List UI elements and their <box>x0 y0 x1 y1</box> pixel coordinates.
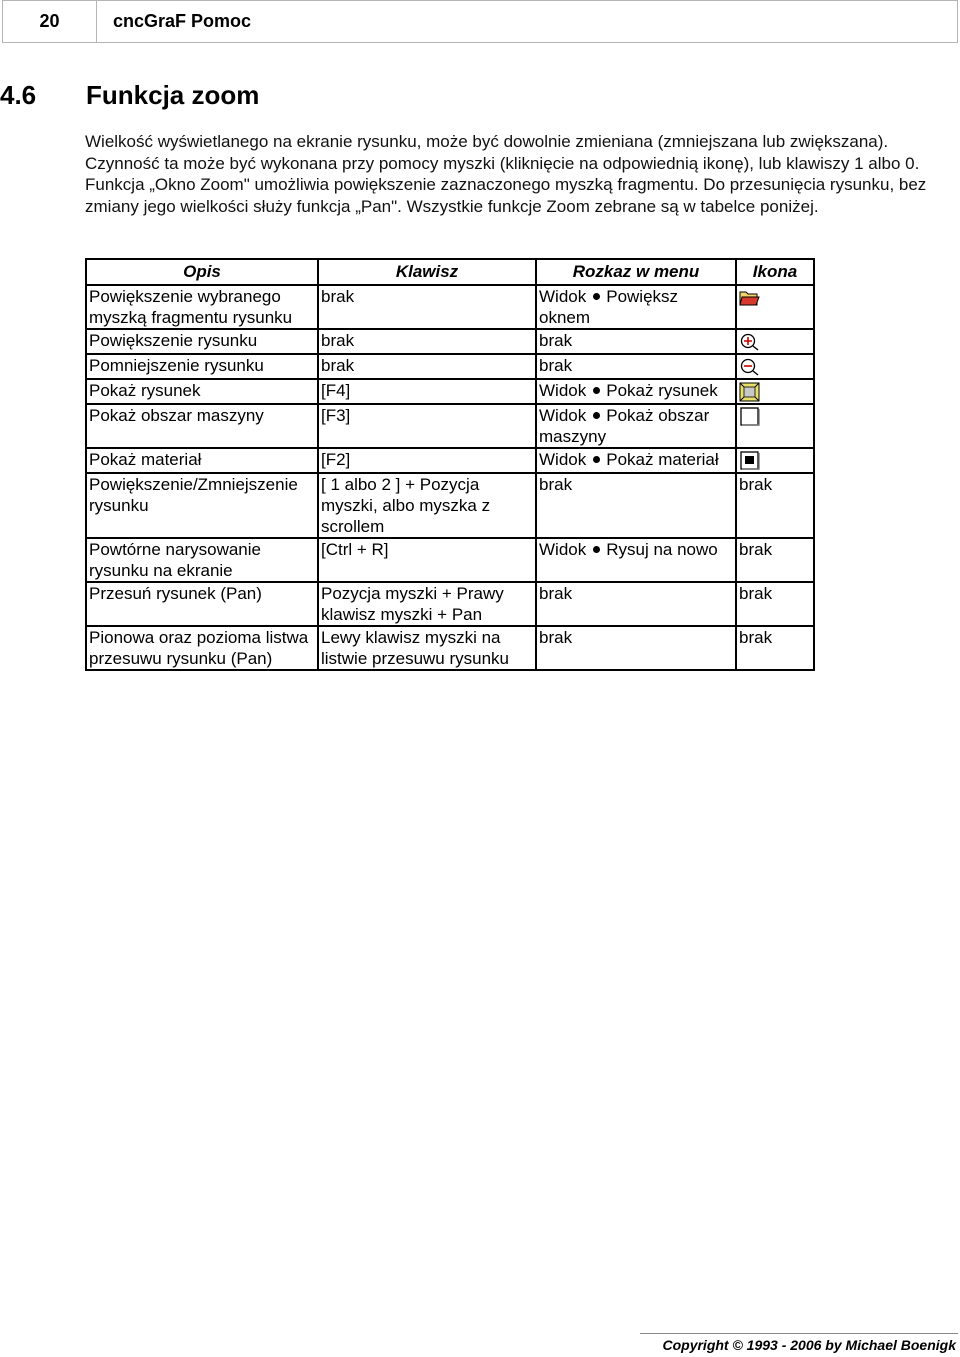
menu-separator-bullet <box>593 387 600 394</box>
menu-separator-bullet <box>593 293 600 300</box>
cell-opis: Pomniejszenie rysunku <box>86 354 318 379</box>
header-title: cncGraF Pomoc <box>96 0 958 43</box>
cell-opis: Przesuń rysunek (Pan) <box>86 582 318 626</box>
menu-path-part: Pokaż materiał <box>606 450 719 469</box>
intro-paragraph: Wielkość wyświetlanego na ekranie rysunku, może być dowolnie zmieniana (zmniejszana lub zwiększana). Czynność ta może być wykonana przy pomocy myszki (kliknięcie na odpowiednią ikonę), lub klawiszy 1 albo 0. Funkcja „Okno Zoom" umożliwia powiększenie zaznaczonego myszką fragmentu. Do przesunięcia rysunku, bez zmiany jego wielkości służy funkcja „Pan". Wszystkie funkcje Zoom zebrane są w tabelce poniżej. <box>85 132 927 216</box>
zoom-in-icon <box>739 332 761 352</box>
table-row <box>86 582 814 626</box>
page-number: 20 <box>2 0 96 43</box>
cell-ikona <box>736 379 814 404</box>
cell-menu <box>536 285 736 329</box>
header-opis: Opis <box>86 259 318 285</box>
table-row <box>86 354 814 379</box>
table-body <box>86 285 814 670</box>
cell-opis: Powtórne narysowanie rysunku na ekranie <box>86 538 318 582</box>
cell-opis: Pokaż rysunek <box>86 379 318 404</box>
cell-klawisz: [Ctrl + R] <box>318 538 536 582</box>
menu-path-part: Pokaż obszar maszyny <box>539 406 710 446</box>
table-row <box>86 285 814 329</box>
cell-klawisz: brak <box>318 285 536 329</box>
cell-opis: Powiększenie rysunku <box>86 329 318 354</box>
cell-ikona <box>736 329 814 354</box>
footer-divider <box>640 1333 958 1334</box>
table-row <box>86 404 814 448</box>
cell-ikona <box>736 448 814 473</box>
menu-path-part: brak <box>539 628 573 647</box>
menu-path-part: Rysuj na nowo <box>606 540 718 559</box>
cell-klawisz: brak <box>318 329 536 354</box>
cell-klawisz: [F4] <box>318 379 536 404</box>
cell-klawisz: [ 1 albo 2 ] + Pozycja myszki, albo myszka z scrollem <box>318 473 536 538</box>
cell-ikona: brak <box>736 582 814 626</box>
table-row <box>86 329 814 354</box>
footer-copyright: Copyright © 1993 - 2006 by Michael Boenigk <box>662 1337 956 1353</box>
cell-opis: Pionowa oraz pozioma listwa przesuwu rysunku (Pan) <box>86 626 318 670</box>
table-header-row <box>86 259 814 285</box>
menu-path-part: Widok <box>539 450 587 469</box>
cell-ikona: brak <box>736 626 814 670</box>
menu-path-part: brak <box>539 331 573 350</box>
cell-menu <box>536 448 736 473</box>
cell-opis: Pokaż materiał <box>86 448 318 473</box>
cell-opis: Pokaż obszar maszyny <box>86 404 318 448</box>
menu-separator-bullet <box>593 546 600 553</box>
cell-menu <box>536 582 736 626</box>
cell-klawisz: Pozycja myszki + Prawy klawisz myszki + Pan <box>318 582 536 626</box>
menu-path-part: Widok <box>539 287 587 306</box>
menu-path-part: Pokaż rysunek <box>606 381 718 400</box>
section-number: 4.6 <box>0 80 37 110</box>
menu-path-part: brak <box>539 475 573 494</box>
table-row <box>86 448 814 473</box>
cell-ikona <box>736 404 814 448</box>
cell-menu <box>536 404 736 448</box>
cell-menu <box>536 354 736 379</box>
header-klawisz: Klawisz <box>318 259 536 285</box>
zoom-out-icon <box>739 357 761 377</box>
header-ikona: Ikona <box>736 259 814 285</box>
section-heading <box>0 80 259 111</box>
cell-menu <box>536 329 736 354</box>
cell-klawisz: [F3] <box>318 404 536 448</box>
menu-path-part: Widok <box>539 381 587 400</box>
menu-separator-bullet <box>593 456 600 463</box>
cell-menu <box>536 538 736 582</box>
menu-path-part: brak <box>539 584 573 603</box>
cell-opis: Powiększenie/Zmniejszenie rysunku <box>86 473 318 538</box>
cell-klawisz: Lewy klawisz myszki na listwie przesuwu rysunku <box>318 626 536 670</box>
menu-path-part: Powiększ oknem <box>539 287 679 327</box>
cell-menu <box>536 473 736 538</box>
table-row <box>86 473 814 538</box>
table-row <box>86 626 814 670</box>
cell-menu <box>536 379 736 404</box>
show-drawing-icon <box>739 382 761 402</box>
cell-ikona <box>736 354 814 379</box>
header-menu: Rozkaz w menu <box>536 259 736 285</box>
menu-separator-bullet <box>593 412 600 419</box>
cell-ikona <box>736 285 814 329</box>
page-header <box>2 0 958 43</box>
zoom-functions-table <box>85 258 815 671</box>
menu-path-part: Widok <box>539 406 587 425</box>
cell-opis: Powiększenie wybranego myszką fragmentu rysunku <box>86 285 318 329</box>
table-row <box>86 379 814 404</box>
cell-ikona: brak <box>736 538 814 582</box>
cell-ikona: brak <box>736 473 814 538</box>
table-row <box>86 538 814 582</box>
cell-menu <box>536 626 736 670</box>
machine-area-icon <box>739 407 761 427</box>
section-title: Funkcja zoom <box>86 80 260 110</box>
cell-klawisz: brak <box>318 354 536 379</box>
folder-zoom-icon <box>739 288 761 308</box>
show-material-icon <box>739 451 761 471</box>
menu-path-part: brak <box>539 356 573 375</box>
menu-path-part: Widok <box>539 540 587 559</box>
cell-klawisz: [F2] <box>318 448 536 473</box>
